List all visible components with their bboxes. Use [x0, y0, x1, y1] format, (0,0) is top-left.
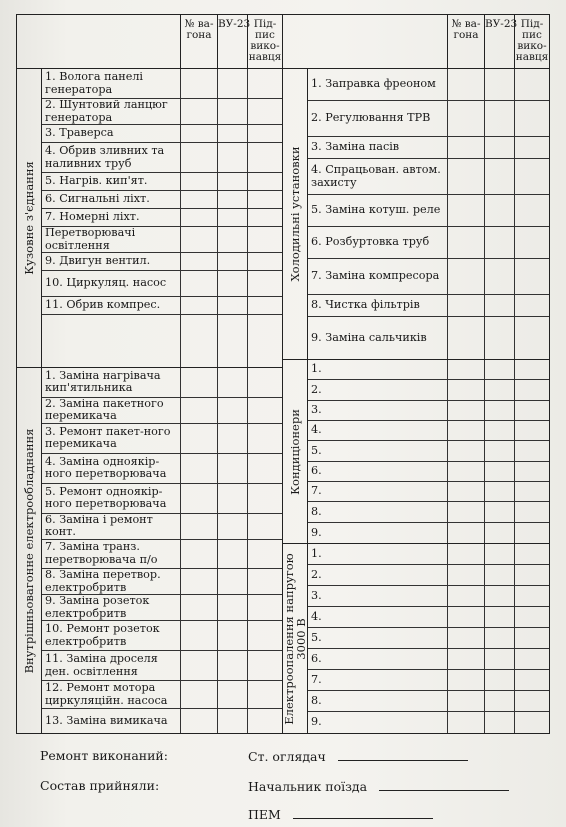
signature-cell[interactable] — [247, 253, 282, 270]
row-label: 6. Сигнальні ліхт. — [45, 192, 150, 206]
table-row — [308, 691, 549, 712]
signature-cell[interactable] — [514, 137, 549, 158]
header-vu23: ВУ-23 — [217, 15, 247, 68]
row-label: 9. Заміна розеток електробритв — [45, 594, 150, 620]
section-vertical-label — [283, 360, 308, 543]
section-label-text: Кузовне з'єднання — [22, 161, 36, 275]
table-row — [308, 544, 549, 565]
vu23-cell[interactable] — [217, 191, 247, 208]
signature-cell[interactable] — [514, 628, 549, 648]
wagon-number-cell[interactable] — [447, 523, 484, 543]
vu23-cell[interactable] — [484, 586, 514, 606]
section-vertical-label — [283, 544, 308, 733]
row-label: 9. — [311, 525, 322, 539]
table-row — [308, 607, 549, 628]
signature-cell[interactable] — [514, 317, 549, 359]
vu23-cell[interactable] — [217, 651, 247, 680]
vu23-cell[interactable] — [484, 259, 514, 294]
header-vu23: ВУ-23 — [484, 15, 514, 68]
wagon-number-cell[interactable] — [447, 195, 484, 226]
signature-cell[interactable] — [514, 607, 549, 627]
signature-cell[interactable] — [247, 484, 282, 513]
signature-cell[interactable] — [514, 101, 549, 136]
table-row — [308, 523, 549, 543]
signature-cell[interactable] — [247, 191, 282, 208]
signature-cell[interactable] — [247, 424, 282, 453]
row-label: 10. Циркуляц. насос — [45, 276, 167, 290]
row-label: 13. Заміна вимикача — [45, 713, 168, 727]
vu23-cell[interactable] — [484, 691, 514, 711]
row-label: 9. Двигун вентил. — [45, 254, 151, 268]
header-signature: Під-пис вико-навця — [514, 15, 549, 68]
signature-cell[interactable] — [247, 595, 282, 620]
table-row — [42, 424, 282, 454]
wagon-number-cell[interactable] — [180, 227, 217, 252]
wagon-number-cell[interactable] — [447, 502, 484, 521]
signature-cell[interactable] — [247, 315, 282, 367]
signature-cell[interactable] — [247, 454, 282, 483]
section-vertical-label — [17, 368, 42, 733]
wagon-number-cell[interactable] — [447, 295, 484, 316]
wagon-number-cell[interactable] — [447, 101, 484, 136]
vu23-cell[interactable] — [484, 101, 514, 136]
right-column — [283, 15, 549, 733]
table-row — [308, 441, 549, 461]
row-label: 3. — [311, 403, 322, 417]
row-label: 5. — [311, 630, 322, 644]
vu23-cell[interactable] — [217, 173, 247, 190]
wagon-number-cell[interactable] — [447, 670, 484, 690]
wagon-number-cell[interactable] — [180, 143, 217, 172]
table-row — [42, 595, 282, 621]
row-label: 2. Заміна пакетного перемикача — [45, 396, 164, 423]
signature-cell[interactable] — [514, 586, 549, 606]
vu23-cell[interactable] — [217, 143, 247, 172]
signature-footer — [0, 742, 566, 827]
signature-cell[interactable] — [514, 523, 549, 543]
row-label: 3. Траверса — [45, 126, 114, 140]
row-label: 8. — [311, 693, 322, 707]
vu23-cell[interactable] — [217, 209, 247, 226]
vu23-cell[interactable] — [217, 569, 247, 594]
vu23-cell[interactable] — [217, 227, 247, 252]
vu23-cell[interactable] — [484, 295, 514, 316]
signature-cell[interactable] — [247, 125, 282, 142]
wagon-number-cell[interactable] — [447, 401, 484, 420]
vu23-cell[interactable] — [217, 424, 247, 453]
table-row — [308, 101, 549, 137]
vu23-cell[interactable] — [217, 297, 247, 314]
signature-cell[interactable] — [514, 401, 549, 420]
wagon-number-cell[interactable] — [447, 421, 484, 440]
signature-cell[interactable] — [514, 462, 549, 481]
table-row — [42, 253, 282, 271]
table-row — [42, 514, 282, 540]
table-row — [42, 143, 282, 173]
table-row — [42, 368, 282, 398]
signature-cell[interactable] — [247, 514, 282, 539]
vu23-cell[interactable] — [217, 271, 247, 296]
wagon-number-cell[interactable] — [447, 586, 484, 606]
vu23-cell[interactable] — [217, 315, 247, 367]
row-label: 4. — [311, 423, 322, 437]
vu23-cell[interactable] — [217, 99, 247, 124]
wagon-number-cell[interactable] — [447, 482, 484, 501]
row-label: 7. — [311, 484, 322, 498]
train-accepted-label: Состав прийняли: — [40, 778, 160, 793]
left-column — [17, 15, 283, 733]
signature-cell[interactable] — [514, 482, 549, 501]
row-label: 3. — [311, 588, 322, 602]
table-row — [308, 482, 549, 502]
signature-cell[interactable] — [514, 421, 549, 440]
right-section-0 — [283, 69, 549, 359]
row-label: 3. Ремонт пакет-ного перемикача — [45, 424, 171, 451]
section-label-text: Кондиціонери — [288, 408, 302, 495]
table-row — [308, 295, 549, 317]
row-label: 12. Ремонт мотора циркуляційн. насоса — [45, 681, 168, 707]
wagon-number-cell[interactable] — [180, 297, 217, 314]
section-vertical-label — [283, 69, 308, 359]
wagon-number-cell[interactable] — [180, 271, 217, 296]
wagon-number-cell[interactable] — [447, 712, 484, 733]
table-row — [42, 315, 282, 367]
signature-cell[interactable] — [247, 651, 282, 680]
row-label: 2. — [311, 567, 322, 581]
vu23-cell[interactable] — [484, 712, 514, 733]
wagon-number-cell[interactable] — [180, 173, 217, 190]
signature-cell[interactable] — [514, 441, 549, 460]
row-label: 1. Заміна нагрівача кип'ятильника — [45, 368, 161, 395]
table-row — [42, 569, 282, 595]
table-row — [42, 191, 282, 209]
table-row — [42, 709, 282, 733]
wagon-number-cell[interactable] — [447, 227, 484, 258]
table-row — [42, 540, 282, 570]
section-label-text: Холодильні установки — [288, 146, 302, 282]
table-row — [42, 297, 282, 315]
table-row — [42, 209, 282, 227]
wagon-number-cell[interactable] — [180, 540, 217, 569]
pem-signature-line[interactable] — [293, 806, 433, 819]
vu23-cell[interactable] — [484, 565, 514, 585]
row-label: 3. Заміна пасів — [311, 140, 400, 154]
left-section-1 — [17, 367, 282, 733]
row-label: 6. — [311, 651, 322, 665]
table-row — [308, 462, 549, 482]
signature-cell[interactable] — [247, 143, 282, 172]
table-row — [308, 317, 549, 359]
wagon-number-cell[interactable] — [180, 191, 217, 208]
wagon-number-cell[interactable] — [447, 607, 484, 627]
row-label: 8. Чистка фільтрів — [311, 298, 420, 312]
table-row — [42, 484, 282, 514]
table-row — [308, 195, 549, 227]
wagon-number-cell[interactable] — [447, 544, 484, 564]
pem-field — [248, 806, 433, 822]
signature-cell[interactable] — [247, 173, 282, 190]
table-row — [308, 670, 549, 691]
vu23-cell[interactable] — [484, 380, 514, 399]
table-row — [308, 421, 549, 441]
vu23-cell[interactable] — [217, 681, 247, 708]
vu23-cell[interactable] — [217, 398, 247, 423]
row-label: 8. — [311, 504, 322, 518]
vu23-cell[interactable] — [217, 454, 247, 483]
pem-label: ПЕМ — [248, 807, 281, 822]
repair-done-label: Ремонт виконаний: — [40, 748, 168, 763]
table-row — [308, 712, 549, 733]
wagon-number-cell[interactable] — [180, 99, 217, 124]
header-wagon-number: № ва-гона — [447, 15, 484, 68]
signature-cell[interactable] — [514, 227, 549, 258]
wagon-number-cell[interactable] — [180, 209, 217, 226]
signature-cell[interactable] — [247, 271, 282, 296]
row-label: 11. Заміна дроселя ден. освітлення — [45, 652, 158, 678]
vu23-cell[interactable] — [484, 670, 514, 690]
wagon-number-cell[interactable] — [180, 424, 217, 453]
signature-cell[interactable] — [247, 540, 282, 569]
signature-cell[interactable] — [514, 565, 549, 585]
row-label: 9. — [311, 715, 322, 729]
vu23-cell[interactable] — [484, 462, 514, 481]
train-chief-label: Начальник поїзда — [248, 779, 368, 794]
vu23-cell[interactable] — [217, 709, 247, 733]
wagon-number-cell[interactable] — [447, 565, 484, 585]
senior-inspector-signature-line[interactable] — [338, 748, 468, 761]
row-label: 1. — [311, 362, 322, 376]
signature-cell[interactable] — [514, 502, 549, 521]
wagon-number-cell[interactable] — [447, 441, 484, 460]
signature-cell[interactable] — [514, 380, 549, 399]
section-label-text: Електроопалення напругою 3000 В — [282, 552, 308, 725]
signature-cell[interactable] — [514, 159, 549, 194]
wagon-number-cell[interactable] — [180, 398, 217, 423]
signature-cell[interactable] — [247, 621, 282, 650]
vu23-cell[interactable] — [484, 159, 514, 194]
row-label: 6. Заміна і ремонт конт. — [45, 512, 153, 538]
table-row — [308, 649, 549, 670]
signature-cell[interactable] — [514, 295, 549, 316]
signature-cell[interactable] — [514, 691, 549, 711]
vu23-cell[interactable] — [484, 360, 514, 379]
table-row — [42, 651, 282, 681]
table-row — [308, 628, 549, 649]
senior-inspector-label: Ст. оглядач — [248, 749, 326, 764]
signature-cell[interactable] — [247, 569, 282, 594]
row-label: 10. Ремонт розеток електробритв — [45, 622, 160, 648]
row-label: 8. Заміна перетвор. електробритв — [45, 568, 161, 594]
vu23-cell[interactable] — [484, 227, 514, 258]
wagon-number-cell[interactable] — [447, 317, 484, 359]
table-row — [308, 137, 549, 159]
signature-cell[interactable] — [514, 670, 549, 690]
row-label: 9. Заміна сальчиків — [311, 330, 427, 344]
table-row — [42, 271, 282, 297]
wagon-number-cell[interactable] — [180, 484, 217, 513]
signature-cell[interactable] — [247, 99, 282, 124]
vu23-cell[interactable] — [217, 540, 247, 569]
wagon-number-cell[interactable] — [180, 253, 217, 270]
table-row — [42, 99, 282, 125]
section-vertical-label — [17, 69, 42, 367]
wagon-number-cell[interactable] — [180, 514, 217, 539]
vu23-cell[interactable] — [217, 125, 247, 142]
table-row — [42, 227, 282, 253]
wagon-number-cell[interactable] — [447, 691, 484, 711]
table-row — [308, 69, 549, 101]
signature-cell[interactable] — [247, 709, 282, 733]
row-label: 1. Вологa панелі генератора — [45, 70, 144, 96]
table-row — [42, 621, 282, 651]
wagon-number-cell[interactable] — [180, 621, 217, 650]
vu23-cell[interactable] — [484, 69, 514, 100]
row-label: 4. Заміна одноякір-ного перетворювача — [45, 454, 167, 481]
vu23-cell[interactable] — [484, 441, 514, 460]
row-label: 5. Нагрів. кип'ят. — [45, 174, 148, 188]
vu23-cell[interactable] — [484, 607, 514, 627]
wagon-number-cell[interactable] — [180, 315, 217, 367]
signature-cell[interactable] — [247, 227, 282, 252]
table-row — [308, 159, 549, 195]
vu23-cell[interactable] — [484, 523, 514, 543]
row-label: 5. Заміна котуш. реле — [311, 203, 441, 217]
signature-cell[interactable] — [247, 69, 282, 98]
table-row — [308, 565, 549, 586]
row-label: 7. Номерні ліхт. — [45, 210, 140, 224]
signature-cell[interactable] — [247, 398, 282, 423]
vu23-cell[interactable] — [217, 595, 247, 620]
row-label: 2. — [311, 382, 322, 396]
signature-cell[interactable] — [514, 544, 549, 564]
row-label: 4. Обрив зливних та наливних труб — [45, 144, 165, 170]
vu23-cell[interactable] — [484, 137, 514, 158]
header-signature: Під-пис вико-навця — [247, 15, 282, 68]
wagon-number-cell[interactable] — [180, 125, 217, 142]
right-section-1 — [283, 359, 549, 543]
signature-cell[interactable] — [247, 368, 282, 397]
wagon-number-cell[interactable] — [447, 360, 484, 379]
table-row — [308, 360, 549, 380]
section-label-text: Внутрішньовагонне електрообладнання — [22, 428, 36, 673]
vu23-cell[interactable] — [484, 502, 514, 521]
wagon-number-cell[interactable] — [180, 595, 217, 620]
right-section-2 — [283, 543, 549, 733]
row-label: 6. Розбуртовка труб — [311, 235, 430, 249]
right-header-row — [283, 15, 549, 69]
wagon-number-cell[interactable] — [180, 368, 217, 397]
table-row — [308, 259, 549, 295]
signature-cell[interactable] — [514, 649, 549, 669]
vu23-cell[interactable] — [217, 253, 247, 270]
row-label: 7. — [311, 672, 322, 686]
wagon-number-cell[interactable] — [180, 454, 217, 483]
left-header-row — [17, 15, 282, 69]
table-row — [42, 454, 282, 484]
vu23-cell[interactable] — [217, 484, 247, 513]
wagon-number-cell[interactable] — [447, 69, 484, 100]
senior-inspector-field — [248, 748, 468, 764]
signature-cell[interactable] — [514, 360, 549, 379]
row-label — [42, 315, 180, 367]
signature-cell[interactable] — [514, 712, 549, 733]
wagon-number-cell[interactable] — [447, 259, 484, 294]
table-row — [308, 401, 549, 421]
row-label: 4. Спрацьован. автом. захисту — [311, 163, 441, 189]
signature-cell[interactable] — [514, 195, 549, 226]
vu23-cell[interactable] — [217, 621, 247, 650]
vu23-cell[interactable] — [484, 482, 514, 501]
wagon-number-cell[interactable] — [180, 69, 217, 98]
table-row — [42, 125, 282, 143]
table-row — [42, 681, 282, 709]
row-label: Перетворювачі освітлення — [45, 226, 136, 252]
row-label: 1. Заправка фреоном — [311, 77, 436, 91]
vu23-cell[interactable] — [217, 69, 247, 98]
row-label: 7. Заміна компресора — [311, 269, 440, 283]
table-row — [308, 227, 549, 259]
row-label: 2. Регулювання ТРВ — [311, 111, 431, 125]
train-chief-field — [248, 778, 509, 794]
wagon-number-cell[interactable] — [180, 681, 217, 708]
wagon-number-cell[interactable] — [180, 569, 217, 594]
vu23-cell[interactable] — [484, 421, 514, 440]
signature-cell[interactable] — [247, 297, 282, 314]
table-row — [308, 380, 549, 400]
wagon-number-cell[interactable] — [447, 628, 484, 648]
wagon-number-cell[interactable] — [447, 649, 484, 669]
wagon-number-cell[interactable] — [447, 462, 484, 481]
row-label: 7. Заміна транз. перетворювача п/о — [45, 540, 158, 566]
vu23-cell[interactable] — [484, 628, 514, 648]
table-row — [42, 69, 282, 99]
wagon-number-cell[interactable] — [180, 709, 217, 733]
vu23-cell[interactable] — [484, 401, 514, 420]
row-label: 6. — [311, 464, 322, 478]
signature-cell[interactable] — [514, 69, 549, 100]
vu23-cell[interactable] — [484, 195, 514, 226]
vu23-cell[interactable] — [484, 544, 514, 564]
vu23-cell[interactable] — [484, 649, 514, 669]
signature-cell[interactable] — [514, 259, 549, 294]
left-section-0 — [17, 69, 282, 367]
repair-form-table — [16, 14, 550, 734]
wagon-number-cell[interactable] — [180, 651, 217, 680]
row-label: 2. Шунтовий ланцюг генератора — [45, 98, 168, 124]
row-label: 1. — [311, 546, 322, 560]
vu23-cell[interactable] — [217, 514, 247, 539]
table-row — [308, 502, 549, 522]
signature-cell[interactable] — [247, 209, 282, 226]
wagon-number-cell[interactable] — [447, 159, 484, 194]
signature-cell[interactable] — [247, 681, 282, 708]
table-row — [42, 398, 282, 424]
table-row — [308, 586, 549, 607]
row-label: 5. — [311, 443, 322, 457]
row-label: 4. — [311, 609, 322, 623]
vu23-cell[interactable] — [484, 317, 514, 359]
row-label: 5. Ремонт одноякір-ного перетворювача — [45, 484, 167, 511]
train-chief-signature-line[interactable] — [379, 778, 509, 791]
vu23-cell[interactable] — [217, 368, 247, 397]
wagon-number-cell[interactable] — [447, 137, 484, 158]
wagon-number-cell[interactable] — [447, 380, 484, 399]
table-row — [42, 173, 282, 191]
row-label: 11. Обрив компрес. — [45, 298, 161, 312]
header-wagon-number: № ва-гона — [180, 15, 217, 68]
